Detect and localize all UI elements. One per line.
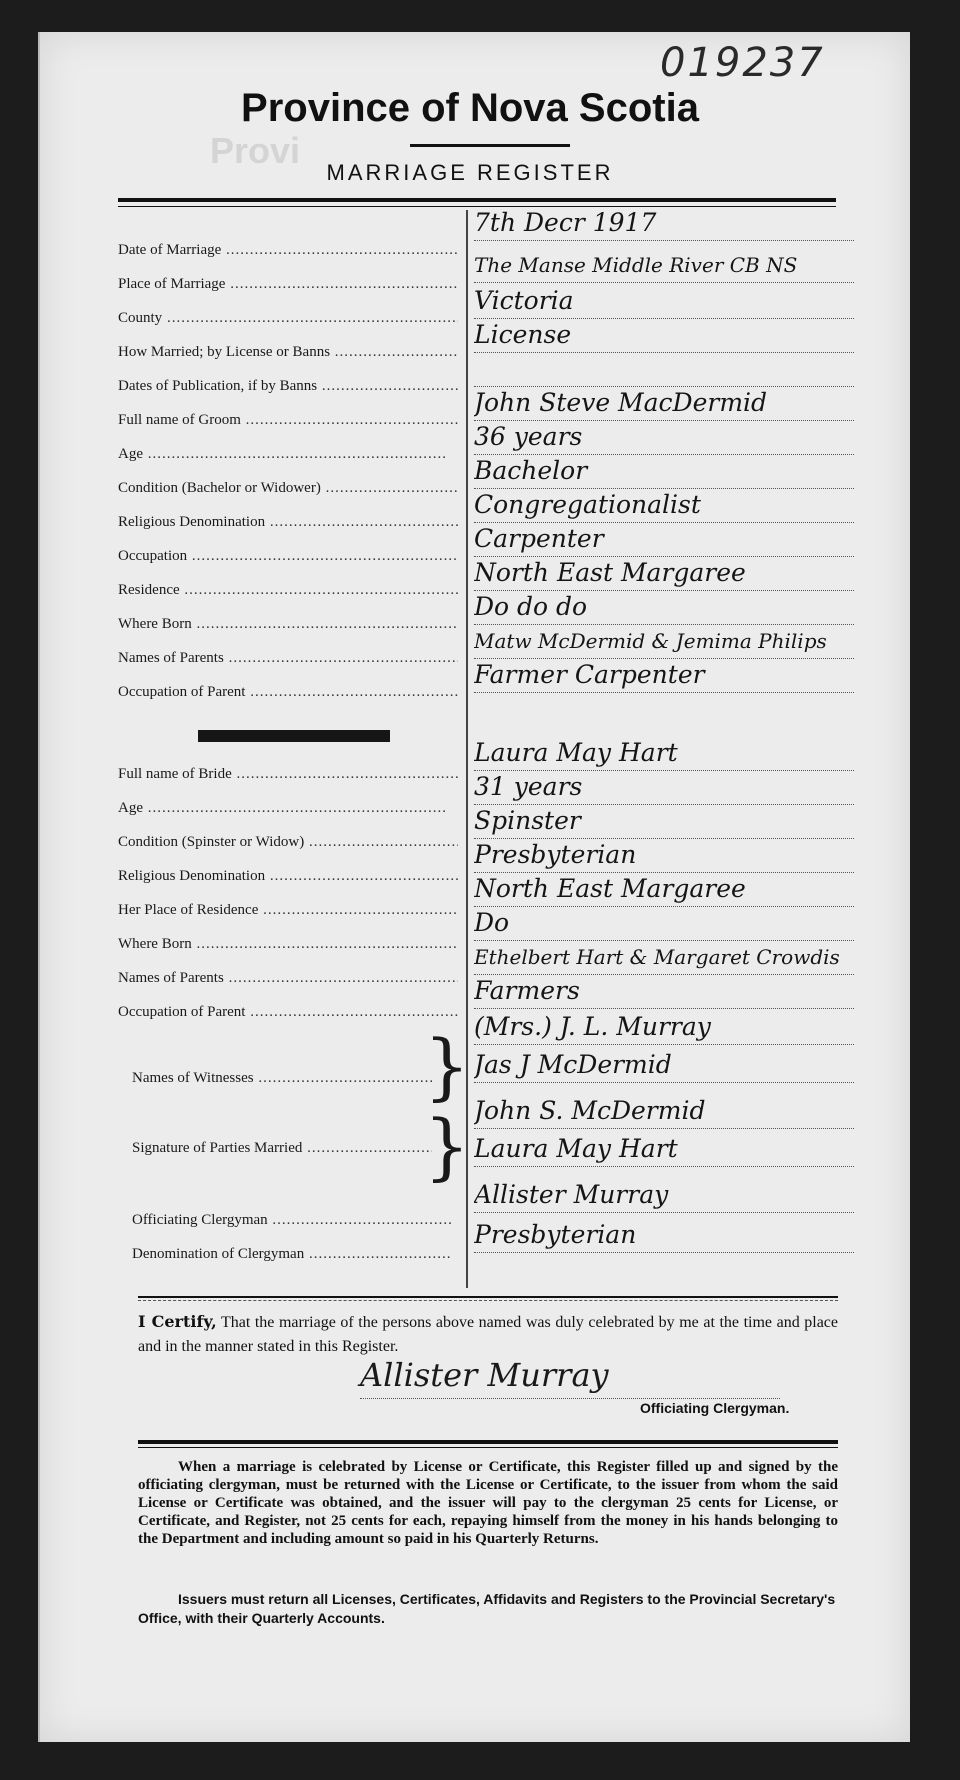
field-value-bride-parents: Ethelbert Hart & Margaret Crowdis [474, 940, 854, 975]
field-label: Names of Parents ..... [118, 970, 458, 990]
issuers-note: Issuers must return all Licenses, Certificates, Affidavits and Registers to the Provincial Secretary's Office, with their Quarterly Accounts. [138, 1591, 836, 1626]
field-label: Full name of Groom ..... [118, 412, 458, 432]
clergyman-caption: Officiating Clergyman. [640, 1400, 790, 1416]
certification-rule-dashed [138, 1300, 838, 1302]
field-label: County ..... [118, 310, 458, 330]
clergyman-signature: Allister Murray [360, 1352, 780, 1399]
field-label: Occupation ..... [118, 548, 458, 568]
parties-label: Signature of Parties Married ..... [132, 1140, 432, 1160]
field-value-bride-religion: Presbyterian [474, 838, 854, 873]
field-label: How Married; by License or Banns ..... [118, 344, 458, 364]
field-label: Religious Denomination ..... [118, 514, 458, 534]
return-instructions [138, 1458, 838, 1548]
field-value-bride-name: Laura May Hart [474, 736, 854, 771]
field-value-groom-birthplace: Do do do [474, 590, 854, 625]
witness-1-value: (Mrs.) J. L. Murray [474, 1010, 854, 1045]
page-title: Province of Nova Scotia [241, 86, 699, 130]
witnesses-label: Names of Witnesses ..... [132, 1070, 432, 1090]
field-value-bride-residence: North East Margaree [474, 872, 854, 907]
bleed-through-text: Provi [210, 130, 301, 171]
certification-lead: I Certify, [138, 1312, 217, 1331]
bride-section-bar [198, 730, 390, 742]
parties-brace: } [424, 1104, 470, 1188]
field-value-clergy-denomination: Presbyterian [474, 1218, 854, 1253]
header-rule [118, 198, 836, 202]
field-label: Names of Parents ..... [118, 650, 458, 670]
field-label: Age ..... [118, 800, 458, 820]
field-value-county: Victoria [474, 284, 854, 319]
field-value-groom-parents: Matw McDermid & Jemima Philips [474, 624, 854, 659]
field-label: Residence ..... [118, 582, 458, 602]
field-label: Religious Denomination ..... [118, 868, 458, 888]
notice-part1: When a marriage is celebrated by License or Certificate, this Register filled up and signed by the officiating clergyman, must be returned with the License or Certificate, to the issuer from whom the said License or Certificate was obtained, and the issuer will pay to the clergyman 25 cents for License, or Certificate, and Register, [138, 1459, 838, 1529]
footer-rule-thin [138, 1447, 838, 1448]
certification-rule [138, 1296, 838, 1298]
title-rule [410, 144, 570, 147]
field-value-groom-condition: Bachelor [474, 454, 854, 489]
party-groom-signature: John S. McDermid [474, 1094, 854, 1129]
field-value-bride-age: 31 years [474, 770, 854, 805]
notice-emphasis: not 25 cents for each, [305, 1513, 446, 1529]
field-label: Where Born ..... [118, 616, 458, 636]
field-value-officiating-clergyman: Allister Murray [474, 1178, 854, 1213]
field-label: Her Place of Residence ..... [118, 902, 458, 922]
party-bride-signature: Laura May Hart [474, 1132, 854, 1167]
field-label: Date of Marriage ..... [118, 242, 458, 262]
field-label: Occupation of Parent ..... [118, 1004, 458, 1024]
field-value-bride-birthplace: Do [474, 906, 854, 941]
field-value-publication-dates [474, 352, 854, 387]
field-value-how-married: License [474, 318, 854, 353]
field-label: Occupation of Parent ..... [118, 684, 458, 704]
field-label: Place of Marriage ..... [118, 276, 458, 296]
field-label: Condition (Spinster or Widow) ..... [118, 834, 458, 854]
field-value-groom-parent-occupation: Farmer Carpenter [474, 658, 854, 693]
witnesses-brace: } [424, 1024, 470, 1108]
serial-number: 019237 [660, 40, 825, 86]
notice-part2: repaying himself from the money in his hands belonging to the Department and including amount so paid in his Quarterly Returns. [138, 1513, 838, 1547]
field-value-place-of-marriage: The Manse Middle River CB NS [474, 248, 854, 283]
witness-2-value: Jas J McDermid [474, 1048, 854, 1083]
page-subtitle: MARRIAGE REGISTER [326, 160, 614, 185]
certification-body: That the marriage of the persons above named was duly celebrated by me at the time and place and in the manner stated in this Register. [138, 1314, 839, 1355]
field-value-groom-religion: Congregationalist [474, 488, 854, 523]
field-value-bride-parent-occupation: Farmers [474, 974, 854, 1009]
field-label: Age ..... [118, 446, 458, 466]
footer-rule [138, 1440, 838, 1444]
field-value-bride-condition: Spinster [474, 804, 854, 839]
field-value-date-of-marriage: 7th Decr 1917 [474, 206, 854, 241]
field-label: Denomination of Clergyman ..... [132, 1246, 452, 1266]
field-label: Where Born ..... [118, 936, 458, 956]
field-label: Dates of Publication, if by Banns ..... [118, 378, 458, 398]
field-value-groom-age: 36 years [474, 420, 854, 455]
field-value-groom-occupation: Carpenter [474, 522, 854, 557]
field-label: Condition (Bachelor or Widower) ..... [118, 480, 458, 500]
field-label: Full name of Bride ..... [118, 766, 458, 786]
field-value-groom-residence: North East Margaree [474, 556, 854, 591]
field-label: Officiating Clergyman ..... [132, 1212, 452, 1232]
field-value-groom-name: John Steve MacDermid [474, 386, 854, 421]
